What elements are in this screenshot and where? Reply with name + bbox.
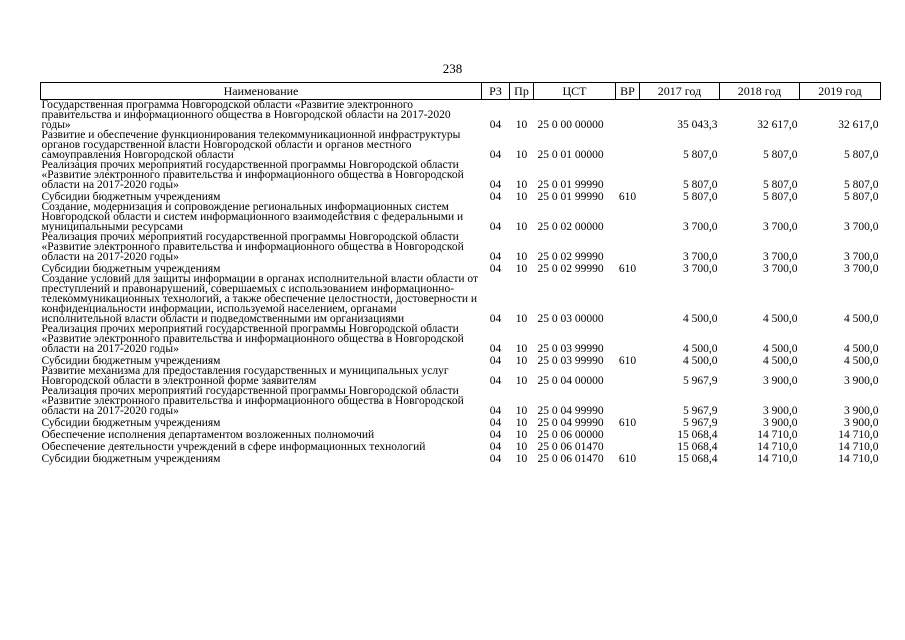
table-row <box>41 416 881 428</box>
cell-rz: 04 <box>489 251 502 263</box>
cell-y2018: 5 807,0 <box>763 149 798 161</box>
table-row <box>41 386 881 416</box>
cell-y2018: 3 700,0 <box>763 251 798 263</box>
cell-pr: 10 <box>515 343 528 355</box>
cell-name: Субсидии бюджетным учреждениям <box>41 453 221 465</box>
header-name: Наименование <box>41 83 482 100</box>
cell-y2018: 32 617,0 <box>757 119 798 131</box>
cell-pr: 10 <box>515 355 528 367</box>
cell-y2017: 4 500,0 <box>683 343 718 355</box>
cell-y2019: 3 900,0 <box>844 417 879 429</box>
cell-y2017: 5 967,9 <box>683 375 718 387</box>
cell-rz: 04 <box>489 441 502 453</box>
page-number: 238 <box>442 61 463 76</box>
table-body <box>41 100 881 465</box>
cell-vr <box>616 274 640 324</box>
cell-pr: 10 <box>515 441 528 453</box>
table-row <box>41 428 881 440</box>
cell-pr: 10 <box>515 251 528 263</box>
cell-vr: 610 <box>618 453 637 465</box>
cell-cst: 25 0 04 99990 <box>537 417 604 429</box>
cell-cst: 25 0 04 00000 <box>537 375 604 387</box>
cell-y2019: 4 500,0 <box>844 355 879 367</box>
cell-y2018: 5 807,0 <box>763 191 798 203</box>
cell-vr <box>616 428 640 440</box>
cell-cst: 25 0 01 00000 <box>537 149 604 161</box>
budget-table <box>40 82 881 464</box>
header-pr: Пр <box>510 83 534 100</box>
cell-y2019: 3 700,0 <box>844 263 879 275</box>
cell-pr: 10 <box>515 263 528 275</box>
cell-y2018: 14 710,0 <box>757 429 798 441</box>
cell-name: Развитие механизма для предоставления государственных и муниципальных услуг Новгородской области в электронной форме заявителям <box>41 365 449 387</box>
cell-y2017: 15 068,4 <box>677 453 718 465</box>
cell-cst: 25 0 06 01470 <box>537 453 604 465</box>
cell-name: Обеспечение исполнения департаментом возложенных полномочий <box>41 429 375 441</box>
cell-cst: 25 0 02 99990 <box>537 251 604 263</box>
cell-y2017: 3 700,0 <box>683 263 718 275</box>
cell-cst: 25 0 06 00000 <box>537 429 604 441</box>
cell-name: Субсидии бюджетным учреждениям <box>41 417 221 429</box>
cell-rz: 04 <box>489 263 502 275</box>
table-row <box>41 440 881 452</box>
cell-cst: 25 0 00 00000 <box>537 119 604 131</box>
cell-rz: 04 <box>489 375 502 387</box>
cell-pr: 10 <box>515 313 528 325</box>
table-row <box>41 366 881 386</box>
cell-y2018: 4 500,0 <box>763 355 798 367</box>
cell-pr: 10 <box>515 417 528 429</box>
header-cst: ЦСТ <box>534 83 616 100</box>
table-header-row <box>41 83 881 100</box>
header-2017: 2017 год <box>640 83 720 100</box>
cell-y2019: 5 807,0 <box>844 191 879 203</box>
cell-name: Реализация прочих мероприятий государственной программы Новгородской области «Развитие электронного правительства и информационного общества в Новгородской области на 2017-2020 годы» <box>41 159 464 191</box>
cell-y2019: 4 500,0 <box>844 313 879 325</box>
cell-y2019: 14 710,0 <box>838 441 879 453</box>
cell-y2017: 35 043,3 <box>677 119 718 131</box>
cell-y2018: 14 710,0 <box>757 441 798 453</box>
cell-rz: 04 <box>489 179 502 191</box>
table-row <box>41 232 881 262</box>
cell-rz: 04 <box>489 221 502 233</box>
cell-y2019: 5 807,0 <box>844 149 879 161</box>
cell-vr <box>616 130 640 160</box>
cell-y2019: 3 900,0 <box>844 405 879 417</box>
cell-y2017: 5 967,9 <box>683 417 718 429</box>
cell-cst: 25 0 06 01470 <box>537 441 604 453</box>
cell-y2017: 3 700,0 <box>683 251 718 263</box>
cell-name: Субсидии бюджетным учреждениям <box>41 355 221 367</box>
table-row <box>41 160 881 190</box>
cell-y2019: 3 700,0 <box>844 221 879 233</box>
cell-vr: 610 <box>618 355 637 367</box>
header-2019: 2019 год <box>800 83 881 100</box>
cell-y2017: 4 500,0 <box>683 355 718 367</box>
cell-name: Обеспечение деятельности учреждений в сфере информационных технологий <box>41 441 426 453</box>
cell-rz: 04 <box>489 355 502 367</box>
cell-name: Реализация прочих мероприятий государственной программы Новгородской области «Развитие электронного правительства и информационного общества в Новгородской области на 2017-2020 годы» <box>41 385 464 417</box>
cell-pr: 10 <box>515 429 528 441</box>
cell-vr <box>616 386 640 416</box>
cell-vr: 610 <box>618 191 637 203</box>
cell-y2019: 3 700,0 <box>844 251 879 263</box>
cell-vr <box>616 232 640 262</box>
cell-rz: 04 <box>489 429 502 441</box>
cell-name: Государственная программа Новгородской области «Развитие электронного правительства и информационного общества в Новгородской области на 2017-2020 годы» <box>41 99 451 131</box>
cell-vr <box>616 324 640 354</box>
cell-name: Реализация прочих мероприятий государственной программы Новгородской области «Развитие электронного правительства и информационного общества в Новгородской области на 2017-2020 годы» <box>41 323 464 355</box>
cell-rz: 04 <box>489 453 502 465</box>
cell-vr <box>616 366 640 386</box>
cell-cst: 25 0 03 99990 <box>537 343 604 355</box>
cell-rz: 04 <box>489 119 502 131</box>
cell-cst: 25 0 02 99990 <box>537 263 604 275</box>
cell-y2017: 15 068,4 <box>677 441 718 453</box>
cell-y2018: 5 807,0 <box>763 179 798 191</box>
cell-y2019: 32 617,0 <box>838 119 879 131</box>
table-row <box>41 452 881 464</box>
cell-y2018: 14 710,0 <box>757 453 798 465</box>
cell-y2019: 3 900,0 <box>844 375 879 387</box>
cell-y2017: 15 068,4 <box>677 429 718 441</box>
cell-y2017: 5 807,0 <box>683 149 718 161</box>
cell-y2017: 3 700,0 <box>683 221 718 233</box>
cell-name: Субсидии бюджетным учреждениям <box>41 191 221 203</box>
cell-cst: 25 0 01 99990 <box>537 191 604 203</box>
cell-y2018: 3 700,0 <box>763 221 798 233</box>
cell-cst: 25 0 02 00000 <box>537 221 604 233</box>
cell-y2017: 5 807,0 <box>683 179 718 191</box>
cell-pr: 10 <box>515 149 528 161</box>
header-rz: РЗ <box>482 83 510 100</box>
cell-y2018: 3 700,0 <box>763 263 798 275</box>
cell-cst: 25 0 01 99990 <box>537 179 604 191</box>
cell-pr: 10 <box>515 179 528 191</box>
cell-pr: 10 <box>515 119 528 131</box>
cell-y2019: 4 500,0 <box>844 343 879 355</box>
cell-y2017: 5 967,9 <box>683 405 718 417</box>
cell-y2017: 4 500,0 <box>683 313 718 325</box>
cell-pr: 10 <box>515 375 528 387</box>
cell-rz: 04 <box>489 191 502 203</box>
cell-rz: 04 <box>489 417 502 429</box>
table-row <box>41 324 881 354</box>
cell-vr <box>616 440 640 452</box>
cell-y2018: 3 900,0 <box>763 405 798 417</box>
cell-y2019: 5 807,0 <box>844 179 879 191</box>
cell-rz: 04 <box>489 405 502 417</box>
header-2018: 2018 год <box>720 83 800 100</box>
header-vr: ВР <box>616 83 640 100</box>
cell-vr <box>616 100 640 131</box>
cell-y2018: 4 500,0 <box>763 313 798 325</box>
table-row <box>41 202 881 232</box>
cell-vr: 610 <box>618 263 637 275</box>
cell-rz: 04 <box>489 149 502 161</box>
cell-vr: 610 <box>618 417 637 429</box>
cell-cst: 25 0 03 99990 <box>537 355 604 367</box>
cell-y2018: 3 900,0 <box>763 417 798 429</box>
cell-y2019: 14 710,0 <box>838 453 879 465</box>
cell-vr <box>616 202 640 232</box>
cell-rz: 04 <box>489 313 502 325</box>
table-row <box>41 274 881 324</box>
cell-pr: 10 <box>515 221 528 233</box>
cell-y2018: 4 500,0 <box>763 343 798 355</box>
cell-y2019: 14 710,0 <box>838 429 879 441</box>
cell-y2017: 5 807,0 <box>683 191 718 203</box>
cell-pr: 10 <box>515 191 528 203</box>
cell-name: Реализация прочих мероприятий государственной программы Новгородской области «Развитие электронного правительства и информационного общества в Новгородской области на 2017-2020 годы» <box>41 231 464 263</box>
cell-vr <box>616 160 640 190</box>
cell-name: Развитие и обеспечение функционирования телекоммуникационной инфраструктуры органов государственной власти Новгородской области и органов местного самоуправления Новгородской области <box>41 129 461 161</box>
cell-name: Создание условий для защиты информации в органах исполнительной власти области от преступлений и правонарушений, совершаемых с использованием информационно-телекоммуникационных технологий, а также обеспечение целостности, достоверности и конфиденциальности информации, используемой населением, органами исполнительной власти области и подведомственными им организациями <box>41 273 479 325</box>
cell-cst: 25 0 03 00000 <box>537 313 604 325</box>
cell-name: Создание, модернизация и сопровождение региональных информационных систем Новгородской области и систем информационного взаимодействия с федеральными и муниципальными ресурсами <box>41 201 464 233</box>
cell-name: Субсидии бюджетным учреждениям <box>41 263 221 275</box>
cell-cst: 25 0 04 99990 <box>537 405 604 417</box>
cell-pr: 10 <box>515 453 528 465</box>
cell-rz: 04 <box>489 343 502 355</box>
table-row <box>41 100 881 131</box>
table-row <box>41 130 881 160</box>
cell-pr: 10 <box>515 405 528 417</box>
cell-y2018: 3 900,0 <box>763 375 798 387</box>
